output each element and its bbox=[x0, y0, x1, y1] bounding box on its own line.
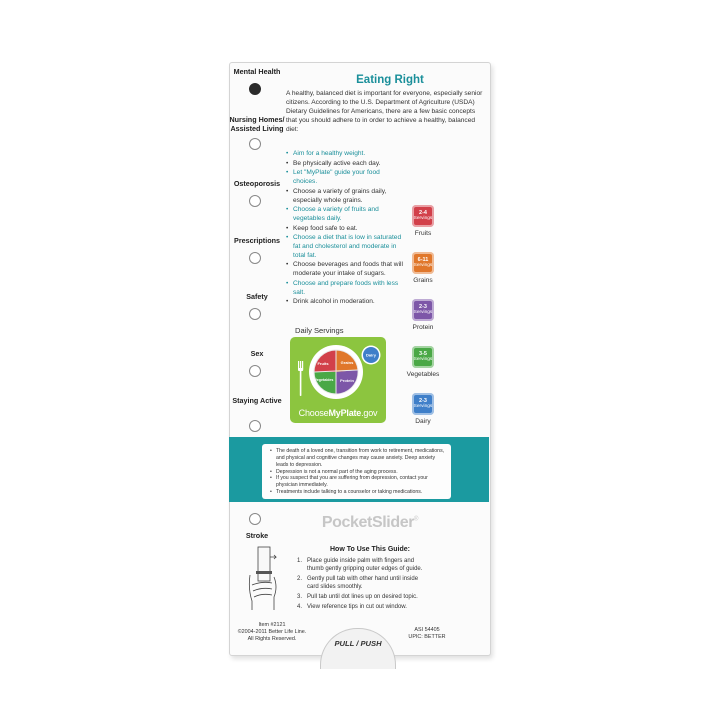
dairy-servings-unit: Servings bbox=[413, 404, 433, 410]
topic-dot-sex[interactable] bbox=[249, 365, 261, 377]
tab-stroke-label: Stroke bbox=[245, 531, 269, 540]
list-item: • Choose a variety of fruits and vegetables daily. bbox=[286, 206, 404, 223]
plate-label-protein: Protein bbox=[340, 378, 354, 383]
food-group-protein bbox=[401, 299, 445, 331]
window-tips-list bbox=[262, 444, 451, 496]
copyright: ©2004-2011 Better Life Line. bbox=[237, 629, 307, 636]
food-group-grains bbox=[401, 252, 445, 284]
step-text: Place guide inside palm with fingers and thumb gently gripping outer edges of guide. bbox=[307, 558, 423, 573]
intro-paragraph: A healthy, balanced diet is important for everyone, especially senior citizens. According to the U.S. Department of Agriculture (USDA) Dietary Guidelines for Americans, there are a few basic concepts that you should adhere to in order to achieve a healthy, balanced diet: bbox=[286, 90, 483, 133]
vegetables-servings-unit: Servings bbox=[413, 357, 433, 363]
tab-staying-active-label: Staying Active bbox=[232, 396, 282, 405]
tab-sex-label: Sex bbox=[250, 349, 264, 358]
list-item: • Keep food safe to eat. bbox=[286, 225, 404, 234]
list-item: • The death of a loved one, transition from work to retirement, medications, and physical and cognitive changes may cause anxiety. Deep anxiety leads to depression. bbox=[270, 448, 445, 469]
list-item: 2. Gently pull tab with other hand until inside card slides smoothly. bbox=[297, 576, 419, 591]
plate-label-fruits: Fruits bbox=[317, 361, 329, 366]
tab-prescriptions-label: Prescriptions bbox=[234, 236, 280, 245]
pull-push-label: PULL / PUSH bbox=[334, 639, 382, 648]
grains-servings: 6-11 bbox=[417, 257, 429, 264]
list-item: • Be physically active each day. bbox=[286, 160, 404, 169]
topic-dot-mental-health[interactable] bbox=[249, 83, 261, 95]
asi-number: ASI 54405 bbox=[414, 627, 440, 633]
page-title: Eating Right bbox=[356, 74, 424, 86]
dairy-label: Dairy bbox=[415, 418, 431, 425]
brand-mark: ® bbox=[414, 516, 419, 523]
grains-servings-badge bbox=[412, 252, 434, 274]
choosemyplate-logo bbox=[290, 408, 386, 418]
tab-safety-label: Safety bbox=[246, 292, 268, 301]
rights: All Rights Reserved. bbox=[247, 636, 297, 643]
brand-prefix: Choose bbox=[298, 408, 329, 418]
vegetables-label: Vegetables bbox=[406, 371, 440, 378]
list-item: • Choose beverages and foods that will moderate your intake of sugars. bbox=[286, 261, 404, 278]
topic-dot-prescriptions[interactable] bbox=[249, 252, 261, 264]
diet-guidelines-list bbox=[286, 150, 404, 308]
step-text: Gently pull tab with other hand until inside card slides smoothly. bbox=[307, 576, 419, 591]
food-group-vegetables bbox=[401, 346, 445, 378]
list-item: • Choose a diet that is low in saturated fat and cholesterol and moderate in total fat. bbox=[286, 234, 404, 260]
step-text: Pull tab until dot lines up on desired topic. bbox=[307, 594, 418, 601]
fruits-servings-badge bbox=[412, 205, 434, 227]
plate-label-grains: Grains bbox=[340, 360, 354, 365]
dairy-servings-badge bbox=[412, 393, 434, 415]
grains-servings-unit: Servings bbox=[413, 263, 433, 269]
topic-dot-staying-active[interactable] bbox=[249, 420, 261, 432]
list-item: 1. Place guide inside palm with fingers and thumb gently gripping outer edges of guide. bbox=[297, 558, 423, 573]
dairy-servings: 2-3 bbox=[419, 398, 427, 405]
protein-label: Protein bbox=[412, 324, 434, 331]
fruits-servings: 2-4 bbox=[419, 210, 427, 217]
step-text: View reference tips in cut out window. bbox=[307, 604, 407, 611]
cutout-window bbox=[262, 444, 451, 499]
asi-info bbox=[402, 627, 452, 641]
topic-dot-nursing-homes[interactable] bbox=[249, 138, 261, 150]
tab-mental-health-label: Mental Health bbox=[233, 67, 281, 76]
hand-holding-guide-icon bbox=[244, 545, 282, 611]
list-item: • Drink alcohol in moderation. bbox=[286, 298, 404, 307]
protein-servings: 2-3 bbox=[419, 304, 427, 311]
topic-dot-osteoporosis[interactable] bbox=[249, 195, 261, 207]
fruits-label: Fruits bbox=[414, 230, 432, 237]
brand-text: PocketSlider bbox=[321, 514, 415, 531]
topic-dot-stroke[interactable] bbox=[249, 513, 261, 525]
plate-label-vegetables: Vegetables bbox=[314, 378, 334, 382]
list-item: • If you suspect that you are suffering from depression, contact your physician immediately. bbox=[270, 475, 445, 489]
tab-nursing-homes-label: Nursing Homes/ Assisted Living bbox=[229, 115, 285, 133]
myplate-graphic bbox=[290, 337, 386, 423]
topic-dot-safety[interactable] bbox=[249, 308, 261, 320]
upic-code: UPIC: BETTER bbox=[408, 634, 446, 641]
list-item: 4. View reference tips in cut out window. bbox=[297, 604, 407, 611]
fruits-servings-unit: Servings bbox=[413, 216, 433, 222]
list-item: 3. Pull tab until dot lines up on desired topic. bbox=[297, 594, 418, 601]
howto-heading: How To Use This Guide: bbox=[330, 546, 410, 553]
daily-servings-heading: Daily Servings bbox=[295, 326, 344, 335]
vegetables-servings-badge bbox=[412, 346, 434, 368]
item-info bbox=[232, 622, 312, 643]
grains-label: Grains bbox=[413, 277, 433, 284]
protein-servings-badge bbox=[412, 299, 434, 321]
item-number: Item #2121 bbox=[258, 622, 286, 628]
list-item: • Let "MyPlate" guide your food choices. bbox=[286, 169, 404, 186]
protein-servings-unit: Servings bbox=[413, 310, 433, 316]
list-item: • Depression is not a normal part of the aging process. bbox=[270, 469, 445, 476]
list-item: • Choose and prepare foods with less salt. bbox=[286, 280, 404, 297]
list-item: • Aim for a healthy weight. bbox=[286, 150, 404, 159]
food-group-fruits bbox=[401, 205, 445, 237]
brand-suffix: .gov bbox=[361, 408, 378, 418]
list-item: • Choose a variety of grains daily, especially whole grains. bbox=[286, 188, 404, 205]
plate-label-dairy: Dairy bbox=[365, 352, 377, 358]
pocketslider-logo bbox=[300, 514, 440, 532]
list-item: • Treatments include talking to a counselor or taking medications. bbox=[270, 489, 445, 496]
tab-osteoporosis-label: Osteoporosis bbox=[233, 179, 281, 188]
howto-steps bbox=[297, 557, 427, 614]
vegetables-servings: 3-5 bbox=[419, 351, 427, 358]
brand-name: MyPlate bbox=[328, 408, 362, 418]
food-group-dairy bbox=[401, 393, 445, 425]
